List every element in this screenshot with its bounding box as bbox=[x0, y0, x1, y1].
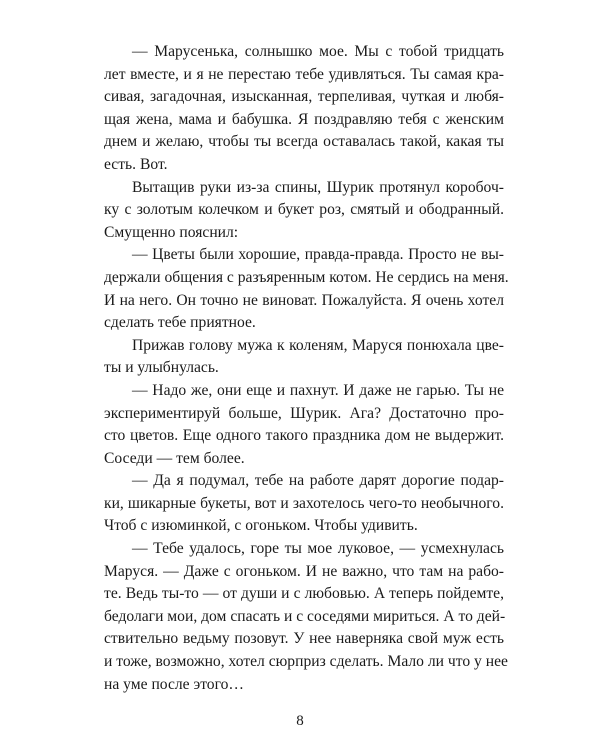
paragraph bbox=[104, 380, 504, 470]
text-line: — Надо же, они еще и пахнут. И даже не гарью. Ты не bbox=[132, 381, 504, 399]
paragraph bbox=[104, 335, 504, 380]
text-line: И на него. Он точно не виноват. Пожалуйста. Я очень хотел bbox=[104, 291, 504, 309]
text-line: на уме после этого… bbox=[104, 675, 244, 693]
text-line: экспериментируй больше, Шурик. Ага? Достаточно про- bbox=[104, 404, 504, 422]
text-line: щая жена, мама и бабушка. Я поздравляю тебя с женским bbox=[104, 110, 504, 128]
text-line: Вытащив руки из-за спины, Шурик протянул коробоч- bbox=[132, 178, 504, 196]
text-line: ствительно ведьму позовут. У нее наверняка свой муж есть bbox=[104, 630, 504, 648]
text-line: Чтоб с изюминкой, с огоньком. Чтобы удивить. bbox=[104, 517, 418, 535]
paragraph bbox=[104, 538, 508, 696]
text-line: лет вместе, и я не перестаю тебе удивляться. Ты самая кра- bbox=[104, 65, 504, 83]
text-line: сто цветов. Еще одного такого праздника дом не выдержит. bbox=[104, 427, 504, 445]
text-line: и тоже, возможно, хотел сюрприз сделать. Мало ли что у нее bbox=[104, 653, 508, 671]
paragraph bbox=[104, 470, 504, 538]
text-body bbox=[104, 41, 509, 696]
text-line: Соседи — тем более. bbox=[104, 449, 245, 467]
text-line: Прижав голову мужа к коленям, Маруся понюхала цве- bbox=[132, 336, 504, 354]
text-line: бедолаги мои, дом спасать и с соседями мириться. А то дей- bbox=[104, 607, 506, 625]
text-line: днем и желаю, чтобы ты всегда оставалась такой, какая ты bbox=[104, 133, 504, 151]
paragraph bbox=[104, 244, 509, 334]
text-line: Смущенно пояснил: bbox=[104, 223, 239, 241]
text-line: ки, шикарные букеты, вот и захотелось чего-то необычного. bbox=[104, 494, 504, 512]
text-line: те. Ведь ты-то — от души и с любовью. А теперь пойдемте, bbox=[104, 585, 504, 603]
text-line: ты и улыбнулась. bbox=[104, 359, 219, 377]
text-line: есть. Вот. bbox=[104, 155, 168, 173]
text-line: сивая, загадочная, изысканная, терпеливая, чуткая и любя- bbox=[104, 88, 504, 106]
paragraph bbox=[104, 177, 504, 245]
text-line: — Цветы были хорошие, правда-правда. Просто не вы- bbox=[132, 246, 504, 264]
text-line: — Тебе удалось, горе ты мое луковое, — усмехнулась bbox=[132, 540, 504, 558]
text-line: — Марусенька, солнышко мое. Мы с тобой тридцать bbox=[132, 43, 504, 60]
text-line: — Да я подумал, тебе на работе дарят дорогие подар- bbox=[132, 472, 504, 490]
paragraph bbox=[104, 41, 504, 177]
text-line: Маруся. — Даже с огоньком. И не важно, что там на рабо- bbox=[104, 562, 504, 580]
text-line: держали общения с разъяренным котом. Не сердись на меня. bbox=[104, 268, 509, 286]
page-number: 8 bbox=[296, 713, 304, 729]
text-line: сделать тебе приятное. bbox=[104, 314, 256, 332]
text-line: ку с золотым колечком и букет роз, смятый и ободранный. bbox=[104, 201, 504, 219]
